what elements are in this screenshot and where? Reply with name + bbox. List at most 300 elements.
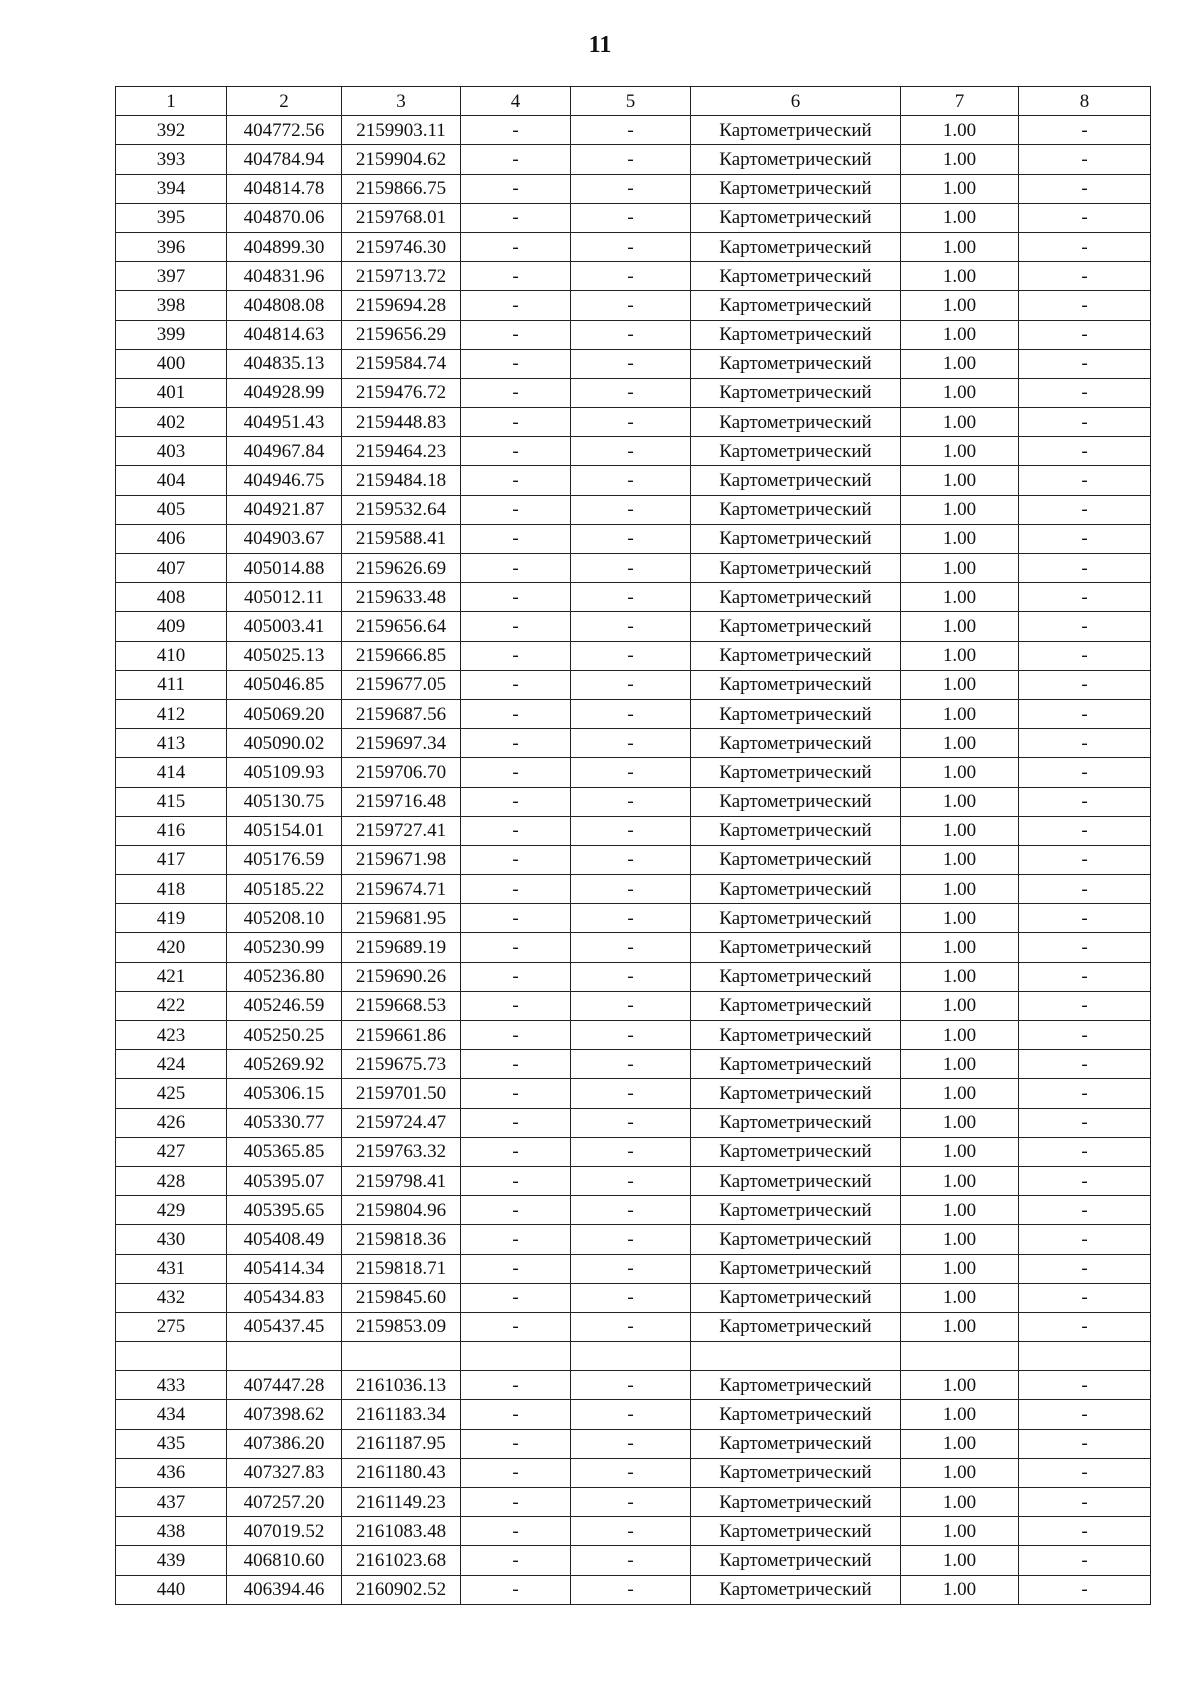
column-5-cell: - [571,291,691,320]
accuracy-cell: 1.00 [901,1225,1019,1254]
column-5-cell: - [571,437,691,466]
column-8-cell: - [1019,1312,1151,1341]
column-5-cell: - [571,729,691,758]
method-cell: Картометрический [691,320,901,349]
x-coordinate-cell: 405408.49 [227,1225,342,1254]
accuracy-cell: 1.00 [901,1196,1019,1225]
column-5-cell: - [571,962,691,991]
x-coordinate-cell: 404946.75 [227,466,342,495]
column-5-cell: - [571,787,691,816]
table-row [116,962,1151,991]
column-8-cell: - [1019,729,1151,758]
column-8-cell: - [1019,875,1151,904]
y-coordinate-cell: 2159701.50 [342,1079,461,1108]
x-coordinate-cell [227,1342,342,1371]
y-coordinate-cell: 2159448.83 [342,408,461,437]
point-number-cell: 397 [116,262,227,291]
y-coordinate-cell: 2159626.69 [342,554,461,583]
accuracy-cell: 1.00 [901,962,1019,991]
column-4-cell: - [461,1575,571,1604]
table-row [116,787,1151,816]
accuracy-cell: 1.00 [901,408,1019,437]
y-coordinate-cell: 2159716.48 [342,787,461,816]
column-5-cell: - [571,1108,691,1137]
method-cell: Картометрический [691,933,901,962]
column-5-cell: - [571,1400,691,1429]
y-coordinate-cell: 2161183.34 [342,1400,461,1429]
column-5-cell: - [571,1546,691,1575]
point-number-cell: 428 [116,1166,227,1195]
method-cell: Картометрический [691,1050,901,1079]
column-4-cell: - [461,291,571,320]
method-cell: Картометрический [691,1458,901,1487]
column-8-cell: - [1019,554,1151,583]
y-coordinate-cell: 2161149.23 [342,1488,461,1517]
column-5-cell: - [571,1137,691,1166]
point-number-cell: 394 [116,174,227,203]
x-coordinate-cell: 405306.15 [227,1079,342,1108]
method-cell: Картометрический [691,1575,901,1604]
y-coordinate-cell: 2159727.41 [342,816,461,845]
column-5-cell: - [571,1021,691,1050]
column-8-cell: - [1019,437,1151,466]
x-coordinate-cell: 404870.06 [227,203,342,232]
y-coordinate-cell: 2159674.71 [342,875,461,904]
column-4-cell: - [461,466,571,495]
column-4-cell: - [461,1050,571,1079]
column-4-cell: - [461,495,571,524]
accuracy-cell: 1.00 [901,1137,1019,1166]
accuracy-cell: 1.00 [901,495,1019,524]
table-row [116,378,1151,407]
accuracy-cell: 1.00 [901,991,1019,1020]
column-8-cell: - [1019,816,1151,845]
x-coordinate-cell: 404808.08 [227,291,342,320]
column-5-cell: - [571,641,691,670]
x-coordinate-cell: 405208.10 [227,904,342,933]
column-5-cell: - [571,262,691,291]
point-number-cell: 415 [116,787,227,816]
point-number-cell: 392 [116,116,227,145]
column-4-cell: - [461,699,571,728]
x-coordinate-cell: 404831.96 [227,262,342,291]
method-cell: Картометрический [691,1108,901,1137]
table-row [116,1312,1151,1341]
method-cell: Картометрический [691,291,901,320]
column-4-cell: - [461,349,571,378]
method-cell: Картометрический [691,408,901,437]
column-8-cell: - [1019,1458,1151,1487]
column-4-cell: - [461,1166,571,1195]
x-coordinate-cell: 404899.30 [227,232,342,261]
column-5-cell: - [571,1283,691,1312]
point-number-cell: 413 [116,729,227,758]
column-5-cell: - [571,612,691,641]
coordinates-table [115,86,1151,1605]
column-4-cell: - [461,1517,571,1546]
column-4-cell: - [461,787,571,816]
y-coordinate-cell: 2159656.64 [342,612,461,641]
column-5-cell: - [571,408,691,437]
table-row [116,845,1151,874]
point-number-cell: 409 [116,612,227,641]
point-number-cell: 433 [116,1371,227,1400]
method-cell: Картометрический [691,116,901,145]
accuracy-cell: 1.00 [901,670,1019,699]
x-coordinate-cell: 405069.20 [227,699,342,728]
column-5-cell: - [571,1488,691,1517]
column-4-cell: - [461,1196,571,1225]
column-5-cell: - [571,378,691,407]
column-4-cell [461,1342,571,1371]
column-4-cell: - [461,991,571,1020]
y-coordinate-cell: 2159661.86 [342,1021,461,1050]
column-4-cell: - [461,962,571,991]
point-number-cell: 275 [116,1312,227,1341]
column-8-cell: - [1019,1488,1151,1517]
accuracy-cell: 1.00 [901,1575,1019,1604]
column-5-cell: - [571,845,691,874]
page-number: 11 [588,32,612,58]
accuracy-cell: 1.00 [901,729,1019,758]
x-coordinate-cell: 404951.43 [227,408,342,437]
column-4-cell: - [461,1079,571,1108]
column-4-cell: - [461,1283,571,1312]
x-coordinate-cell: 405269.92 [227,1050,342,1079]
column-8-cell: - [1019,116,1151,145]
point-number-cell: 432 [116,1283,227,1312]
table-row [116,1108,1151,1137]
column-4-cell: - [461,758,571,787]
column-8-cell: - [1019,1137,1151,1166]
table-body [116,116,1151,1605]
column-4-cell: - [461,262,571,291]
point-number-cell: 440 [116,1575,227,1604]
table-row [116,554,1151,583]
x-coordinate-cell: 407019.52 [227,1517,342,1546]
column-5-cell: - [571,349,691,378]
y-coordinate-cell: 2159476.72 [342,378,461,407]
column-8-cell: - [1019,1371,1151,1400]
column-header: 5 [571,87,691,116]
column-8-cell: - [1019,612,1151,641]
column-8-cell: - [1019,495,1151,524]
column-5-cell: - [571,1517,691,1546]
column-8-cell: - [1019,670,1151,699]
point-number-cell: 438 [116,1517,227,1546]
column-8-cell: - [1019,758,1151,787]
method-cell: Картометрический [691,583,901,612]
accuracy-cell: 1.00 [901,1079,1019,1108]
x-coordinate-cell: 404814.63 [227,320,342,349]
column-4-cell: - [461,145,571,174]
table-row [116,1575,1151,1604]
table-row [116,1283,1151,1312]
method-cell [691,1342,901,1371]
column-8-cell: - [1019,408,1151,437]
x-coordinate-cell: 405154.01 [227,816,342,845]
method-cell: Картометрический [691,1137,901,1166]
x-coordinate-cell: 407257.20 [227,1488,342,1517]
column-4-cell: - [461,875,571,904]
accuracy-cell: 1.00 [901,1312,1019,1341]
accuracy-cell: 1.00 [901,816,1019,845]
table-row [116,1050,1151,1079]
column-5-cell: - [571,174,691,203]
column-5-cell: - [571,1166,691,1195]
column-5-cell: - [571,875,691,904]
column-4-cell: - [461,1137,571,1166]
table-row [116,1546,1151,1575]
y-coordinate-cell: 2161187.95 [342,1429,461,1458]
column-header: 4 [461,87,571,116]
column-4-cell: - [461,845,571,874]
y-coordinate-cell: 2159694.28 [342,291,461,320]
column-5-cell: - [571,116,691,145]
x-coordinate-cell: 404921.87 [227,495,342,524]
column-5-cell: - [571,1079,691,1108]
column-4-cell: - [461,554,571,583]
x-coordinate-cell: 404772.56 [227,116,342,145]
column-4-cell: - [461,232,571,261]
x-coordinate-cell: 407386.20 [227,1429,342,1458]
accuracy-cell: 1.00 [901,116,1019,145]
column-8-cell: - [1019,349,1151,378]
column-8-cell: - [1019,1050,1151,1079]
column-5-cell: - [571,524,691,553]
point-number-cell: 427 [116,1137,227,1166]
table-row [116,816,1151,845]
column-8-cell: - [1019,320,1151,349]
column-4-cell: - [461,1400,571,1429]
y-coordinate-cell: 2159689.19 [342,933,461,962]
point-number-cell: 400 [116,349,227,378]
table-row [116,1021,1151,1050]
method-cell: Картометрический [691,758,901,787]
table-row [116,1458,1151,1487]
column-5-cell: - [571,145,691,174]
column-8-cell: - [1019,933,1151,962]
column-8-cell: - [1019,378,1151,407]
column-5-cell: - [571,699,691,728]
method-cell: Картометрический [691,641,901,670]
method-cell: Картометрический [691,232,901,261]
y-coordinate-cell: 2159666.85 [342,641,461,670]
y-coordinate-cell: 2159768.01 [342,203,461,232]
x-coordinate-cell: 405236.80 [227,962,342,991]
accuracy-cell: 1.00 [901,320,1019,349]
method-cell: Картометрический [691,1021,901,1050]
table-row [116,320,1151,349]
point-number-cell: 439 [116,1546,227,1575]
y-coordinate-cell: 2159675.73 [342,1050,461,1079]
x-coordinate-cell: 404835.13 [227,349,342,378]
accuracy-cell: 1.00 [901,933,1019,962]
method-cell: Картометрический [691,437,901,466]
column-8-cell: - [1019,904,1151,933]
point-number-cell: 393 [116,145,227,174]
method-cell: Картометрический [691,349,901,378]
header-row [116,87,1151,116]
accuracy-cell: 1.00 [901,437,1019,466]
method-cell: Картометрический [691,145,901,174]
y-coordinate-cell: 2161036.13 [342,1371,461,1400]
accuracy-cell: 1.00 [901,641,1019,670]
accuracy-cell: 1.00 [901,1283,1019,1312]
table-row [116,670,1151,699]
table-row [116,729,1151,758]
y-coordinate-cell: 2159818.36 [342,1225,461,1254]
method-cell: Картометрический [691,1254,901,1283]
table-row [116,466,1151,495]
column-4-cell: - [461,174,571,203]
x-coordinate-cell: 405395.65 [227,1196,342,1225]
x-coordinate-cell: 405250.25 [227,1021,342,1050]
table-row [116,1137,1151,1166]
accuracy-cell: 1.00 [901,875,1019,904]
point-number-cell: 421 [116,962,227,991]
y-coordinate-cell: 2159804.96 [342,1196,461,1225]
column-5-cell: - [571,232,691,261]
column-header: 1 [116,87,227,116]
accuracy-cell: 1.00 [901,787,1019,816]
column-4-cell: - [461,1488,571,1517]
column-8-cell: - [1019,466,1151,495]
point-number-cell: 410 [116,641,227,670]
column-8-cell: - [1019,1254,1151,1283]
column-4-cell: - [461,524,571,553]
y-coordinate-cell: 2159706.70 [342,758,461,787]
point-number-cell: 404 [116,466,227,495]
x-coordinate-cell: 405414.34 [227,1254,342,1283]
column-5-cell: - [571,495,691,524]
accuracy-cell: 1.00 [901,1050,1019,1079]
accuracy-cell: 1.00 [901,1108,1019,1137]
x-coordinate-cell: 406810.60 [227,1546,342,1575]
point-number-cell: 425 [116,1079,227,1108]
point-number-cell: 403 [116,437,227,466]
y-coordinate-cell: 2160902.52 [342,1575,461,1604]
column-5-cell: - [571,203,691,232]
column-4-cell: - [461,933,571,962]
x-coordinate-cell: 407447.28 [227,1371,342,1400]
column-4-cell: - [461,641,571,670]
x-coordinate-cell: 405109.93 [227,758,342,787]
accuracy-cell: 1.00 [901,1429,1019,1458]
point-number-cell: 405 [116,495,227,524]
point-number-cell: 431 [116,1254,227,1283]
table-row [116,203,1151,232]
column-header: 7 [901,87,1019,116]
accuracy-cell: 1.00 [901,1254,1019,1283]
y-coordinate-cell: 2159818.71 [342,1254,461,1283]
method-cell: Картометрический [691,1166,901,1195]
x-coordinate-cell: 404814.78 [227,174,342,203]
table-row [116,1488,1151,1517]
column-5-cell: - [571,758,691,787]
method-cell: Картометрический [691,991,901,1020]
column-8-cell: - [1019,1400,1151,1429]
method-cell: Картометрический [691,262,901,291]
method-cell: Картометрический [691,962,901,991]
point-number-cell: 420 [116,933,227,962]
point-number-cell: 416 [116,816,227,845]
accuracy-cell: 1.00 [901,1458,1019,1487]
y-coordinate-cell: 2159866.75 [342,174,461,203]
column-4-cell: - [461,437,571,466]
accuracy-cell: 1.00 [901,904,1019,933]
point-number-cell: 430 [116,1225,227,1254]
column-5-cell: - [571,583,691,612]
column-4-cell: - [461,729,571,758]
column-5-cell: - [571,1050,691,1079]
accuracy-cell: 1.00 [901,232,1019,261]
y-coordinate-cell: 2159687.56 [342,699,461,728]
column-4-cell: - [461,1429,571,1458]
x-coordinate-cell: 404967.84 [227,437,342,466]
method-cell: Картометрический [691,1283,901,1312]
accuracy-cell: 1.00 [901,554,1019,583]
point-number-cell: 417 [116,845,227,874]
column-5-cell: - [571,670,691,699]
column-4-cell: - [461,1108,571,1137]
accuracy-cell: 1.00 [901,349,1019,378]
column-5-cell: - [571,1371,691,1400]
point-number-cell: 395 [116,203,227,232]
method-cell: Картометрический [691,378,901,407]
y-coordinate-cell: 2159633.48 [342,583,461,612]
method-cell: Картометрический [691,203,901,232]
x-coordinate-cell: 405003.41 [227,612,342,641]
table-row [116,641,1151,670]
column-8-cell: - [1019,1079,1151,1108]
method-cell: Картометрический [691,466,901,495]
x-coordinate-cell: 405130.75 [227,787,342,816]
table-row [116,991,1151,1020]
x-coordinate-cell: 404784.94 [227,145,342,174]
y-coordinate-cell: 2159713.72 [342,262,461,291]
point-number-cell: 396 [116,232,227,261]
column-8-cell: - [1019,583,1151,612]
column-4-cell: - [461,320,571,349]
point-number-cell: 398 [116,291,227,320]
x-coordinate-cell: 405434.83 [227,1283,342,1312]
column-8-cell: - [1019,1108,1151,1137]
method-cell: Картометрический [691,816,901,845]
x-coordinate-cell: 405025.13 [227,641,342,670]
column-8-cell: - [1019,145,1151,174]
accuracy-cell: 1.00 [901,262,1019,291]
column-5-cell [571,1342,691,1371]
column-8-cell: - [1019,641,1151,670]
column-8-cell: - [1019,291,1151,320]
column-4-cell: - [461,1021,571,1050]
accuracy-cell: 1.00 [901,466,1019,495]
point-number-cell [116,1342,227,1371]
point-number-cell: 407 [116,554,227,583]
method-cell: Картометрический [691,1196,901,1225]
table-row [116,232,1151,261]
accuracy-cell: 1.00 [901,758,1019,787]
accuracy-cell: 1.00 [901,612,1019,641]
method-cell: Картометрический [691,1400,901,1429]
method-cell: Картометрический [691,729,901,758]
column-4-cell: - [461,1458,571,1487]
column-header: 8 [1019,87,1151,116]
x-coordinate-cell: 405246.59 [227,991,342,1020]
column-8-cell [1019,1342,1151,1371]
y-coordinate-cell: 2159845.60 [342,1283,461,1312]
